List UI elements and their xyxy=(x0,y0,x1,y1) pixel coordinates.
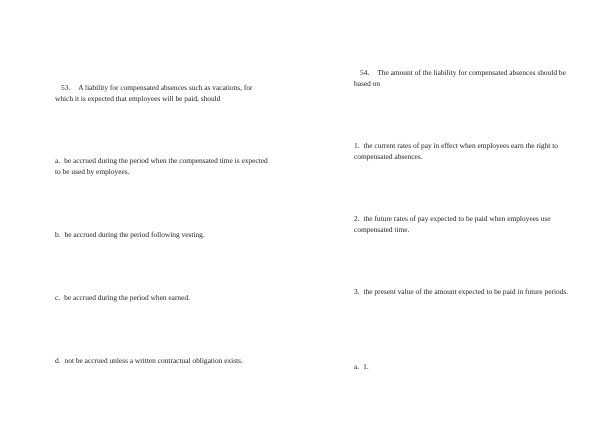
statement-1 xyxy=(354,140,569,162)
option-label: a. xyxy=(55,156,61,165)
question-text: A liability for compensated absences such as vacations, for which it is expected that employees will be paid, should xyxy=(55,83,253,104)
question-text: The amount of the liability for compensated absences should be based on xyxy=(354,68,566,89)
question-54 xyxy=(354,67,569,89)
option-text: not be accrued unless a written contractual obligation exists. xyxy=(64,356,243,365)
option-label: b. xyxy=(55,230,61,239)
question-number: 54. xyxy=(360,68,370,77)
option-text: be accrued during the period when the compensated time is expected to be used by employees. xyxy=(55,156,268,177)
option-text: be accrued during the period when earned. xyxy=(64,293,190,302)
option-label: c. xyxy=(55,293,61,302)
question-number: 53. xyxy=(61,83,71,92)
option-label: d. xyxy=(55,356,61,365)
statement-label: 3. xyxy=(354,287,360,296)
question-53 xyxy=(55,82,270,104)
statement-label: 1. xyxy=(354,141,360,150)
option-d xyxy=(55,355,270,366)
option-c xyxy=(55,292,270,303)
option-a xyxy=(354,361,569,372)
statement-text: the future rates of pay expected to be paid when employees use compensated time. xyxy=(354,214,551,235)
option-text: be accrued during the period following vesting. xyxy=(64,230,205,239)
statement-text: the present value of the amount expected to be paid in future periods. xyxy=(363,287,569,296)
option-a xyxy=(55,155,270,177)
option-b xyxy=(55,229,270,240)
statement-text: the current rates of pay in effect when employees earn the right to compensated absences. xyxy=(354,141,558,162)
option-label: a. xyxy=(354,362,360,371)
statement-2 xyxy=(354,213,569,235)
statement-label: 2. xyxy=(354,214,360,223)
option-text: 1. xyxy=(363,362,369,371)
statement-3 xyxy=(354,286,569,297)
